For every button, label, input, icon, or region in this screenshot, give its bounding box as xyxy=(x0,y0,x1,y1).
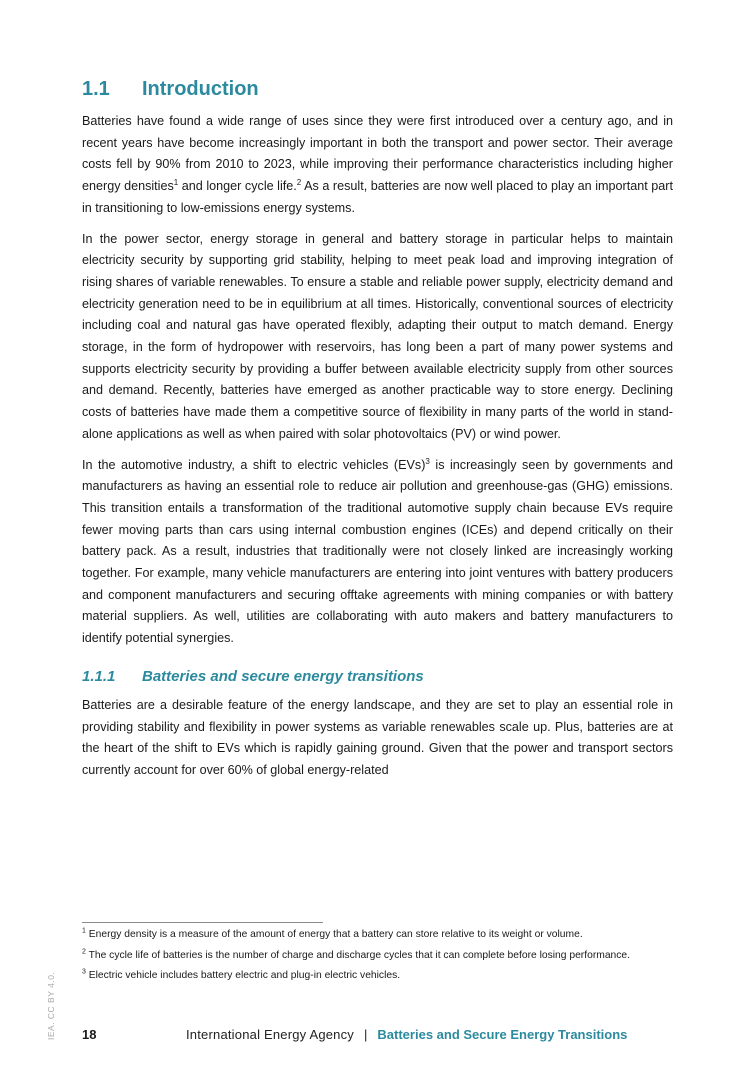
organization-name: International Energy Agency xyxy=(186,1026,355,1042)
paragraph-1-text-b: and longer cycle life. xyxy=(178,179,297,194)
footnote-divider xyxy=(82,922,323,923)
footnote-3 xyxy=(82,968,673,985)
page-number: 18 xyxy=(82,1026,97,1042)
footnotes xyxy=(82,927,673,989)
footnote-ref-2[interactable]: 2 xyxy=(296,177,302,187)
report-title: Batteries and Secure Energy Transitions xyxy=(377,1026,628,1042)
page-footer xyxy=(82,1024,673,1044)
section-heading xyxy=(82,78,673,101)
paragraph-4: Batteries are a desirable feature of the energy landscape, and they are set to play an essential role in providing stability and flexibility in power systems as variable renewables scale up. Plus, batteries are at the heart of the shift to EVs which is rapidly gaining ground. Given that the power and transport sectors currently account for over 60% of global energy-related xyxy=(82,697,673,777)
footnote-ref-1[interactable]: 1 xyxy=(173,177,179,187)
paragraph-3-text-b: is increasingly seen by governments and manufacturers as having an essential role to reduce air pollution and greenhouse-gas (GHG) emissions. This transition entails a transformation of the traditional automotive supply chain because EVs require fewer moving parts than cars using internal combustion engines (ICEs) and depend critically on their battery pack. As a result, industries that traditionally were not closely linked are increasingly working together. For example, many vehicle manufacturers are entering into joint ventures with battery producers and component manufacturers and securing offtake agreements with mining companies or with battery material suppliers. As well, utilities are collaborating with auto makers and battery manufacturers to identify potential synergies. xyxy=(82,457,673,646)
paragraph-1-text-a: Batteries have found a wide range of uses since they were first introduced over a century ago, and in recent years have become increasingly important in both the transport and power sector. Their average costs fell by 90% from 2010 to 2023, while improving their performance characteristics including higher energy densities xyxy=(82,114,673,194)
license-note: IEA. CC BY 4.0. xyxy=(46,971,56,1040)
paragraph-3-text-a: In the automotive industry, a shift to electric vehicles (EVs) xyxy=(82,457,426,472)
section-number: 1.1 xyxy=(82,78,110,100)
footnote-mark: 2 xyxy=(82,948,86,956)
subsection-heading xyxy=(82,668,673,685)
section-title: Introduction xyxy=(142,78,259,100)
footnote-text: Electric vehicle includes battery electric and plug-in electric vehicles. xyxy=(85,970,401,981)
paragraph-3 xyxy=(82,455,673,650)
paragraph-2: In the power sector, energy storage in general and battery storage in particular helps to maintain electricity security by supporting grid stability, helping to meet peak load and improving integration of rising shares of variable renewables. To ensure a stable and reliable power supply, electricity demand and electricity generation need to be in equilibrium at all times. Historically, conventional sources of electricity including coal and natural gas have operated flexibly, adapting their output to match demand. Energy storage, in the form of hydropower with reservoirs, has long been a part of many power systems and supports electricity security by providing a buffer between available electricity supply from other sources and demand. Recently, batteries have emerged as another practicable way to store energy. Declining costs of batteries have made them a competitive source of flexibility in many parts of the world in stand-alone applications as well as when paired with solar photovoltaics (PV) or wind power. xyxy=(82,231,673,441)
footer-separator: | xyxy=(364,1026,368,1042)
footnote-2 xyxy=(82,948,673,965)
footnote-text: Energy density is a measure of the amount of energy that a battery can store relative to its weight or volume. xyxy=(85,929,583,940)
footnote-1 xyxy=(82,927,673,944)
paragraph-1-text-c: As a result, batteries are now well placed to play an important part in transitioning to low-emissions energy systems. xyxy=(82,179,674,215)
paragraph-1 xyxy=(82,111,673,220)
subsection-number: 1.1.1 xyxy=(82,667,116,685)
subsection-title: Batteries and secure energy transitions xyxy=(142,667,424,685)
footnote-text: The cycle life of batteries is the number of charge and discharge cycles that it can complete before losing performance. xyxy=(85,949,631,961)
footnote-mark: 1 xyxy=(82,927,86,935)
page-body xyxy=(82,78,673,791)
footnote-mark: 3 xyxy=(82,968,86,976)
footnote-ref-3[interactable]: 3 xyxy=(425,456,430,466)
